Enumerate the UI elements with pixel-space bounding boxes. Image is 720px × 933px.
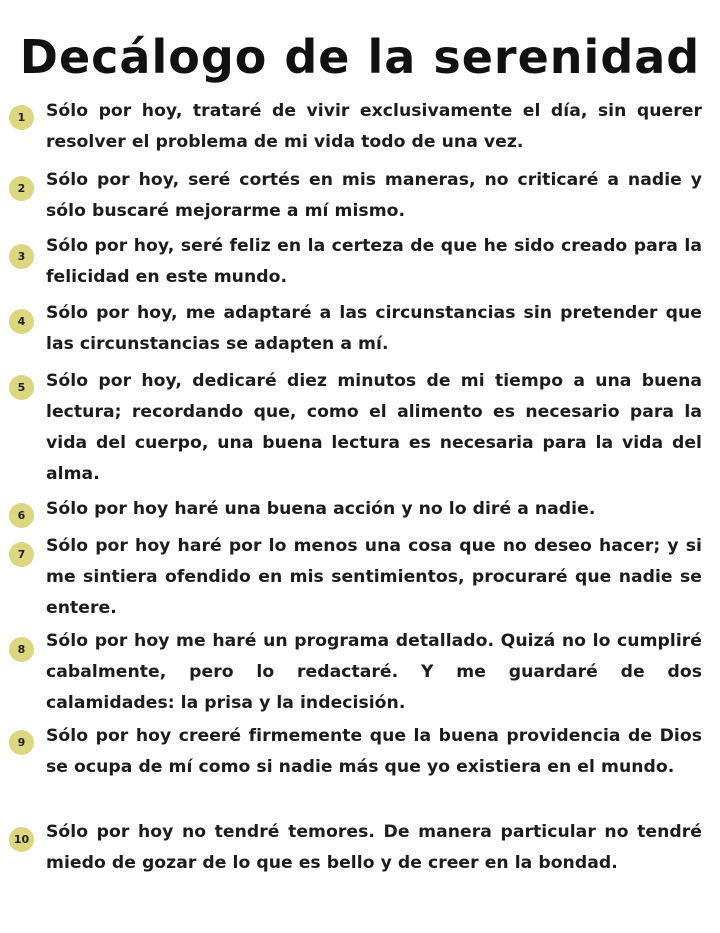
number-badge: 6 — [9, 503, 34, 528]
item-text: Sólo por hoy haré por lo menos una cosa que no deseo hacer; y si me sintiera ofendido en mis sentimientos, procuraré que nadie se entere. — [46, 536, 702, 618]
number-badge: 8 — [9, 637, 34, 662]
item-text: Sólo por hoy, seré feliz en la certeza de que he sido creado para la felicidad en este mundo. — [46, 236, 702, 287]
page-title: Decálogo de la serenidad — [19, 30, 701, 84]
item-text: Sólo por hoy no tendré temores. De manera particular no tendré miedo de gozar de lo que es bello y de creer en la bondad. — [46, 822, 702, 873]
item-text: Sólo por hoy, dedicaré diez minutos de mi tiempo a una buena lectura; recordando que, como el alimento es necesario para la vida del cuerpo, una buena lectura es necesaria para la vida del alma. — [46, 371, 702, 484]
item-text: Sólo por hoy, seré cortés en mis maneras, no criticaré a nadie y sólo buscaré mejorarme a mí mismo. — [46, 170, 702, 221]
number-badge: 2 — [9, 176, 34, 201]
item-text: Sólo por hoy creeré firmemente que la buena providencia de Dios se ocupa de mí como si nadie más que yo existiera en el mundo. — [46, 726, 702, 777]
number-badge: 5 — [9, 375, 34, 400]
number-badge: 10 — [9, 827, 34, 852]
number-badge: 9 — [9, 730, 34, 755]
number-badge: 4 — [9, 309, 34, 334]
item-text: Sólo por hoy, trataré de vivir exclusivamente el día, sin querer resolver el problema de mi vida todo de una vez. — [46, 101, 702, 152]
number-badge: 1 — [9, 105, 34, 130]
number-badge: 3 — [9, 244, 34, 269]
item-text: Sólo por hoy me haré un programa detallado. Quizá no lo cumpliré cabalmente, pero lo redactaré. Y me guardaré de dos calamidades: la prisa y la indecisión. — [46, 631, 702, 713]
item-text: Sólo por hoy, me adaptaré a las circunstancias sin pretender que las circunstancias se adapten a mí. — [46, 303, 702, 354]
item-text: Sólo por hoy haré una buena acción y no lo diré a nadie. — [46, 499, 596, 519]
number-badge: 7 — [9, 542, 34, 567]
